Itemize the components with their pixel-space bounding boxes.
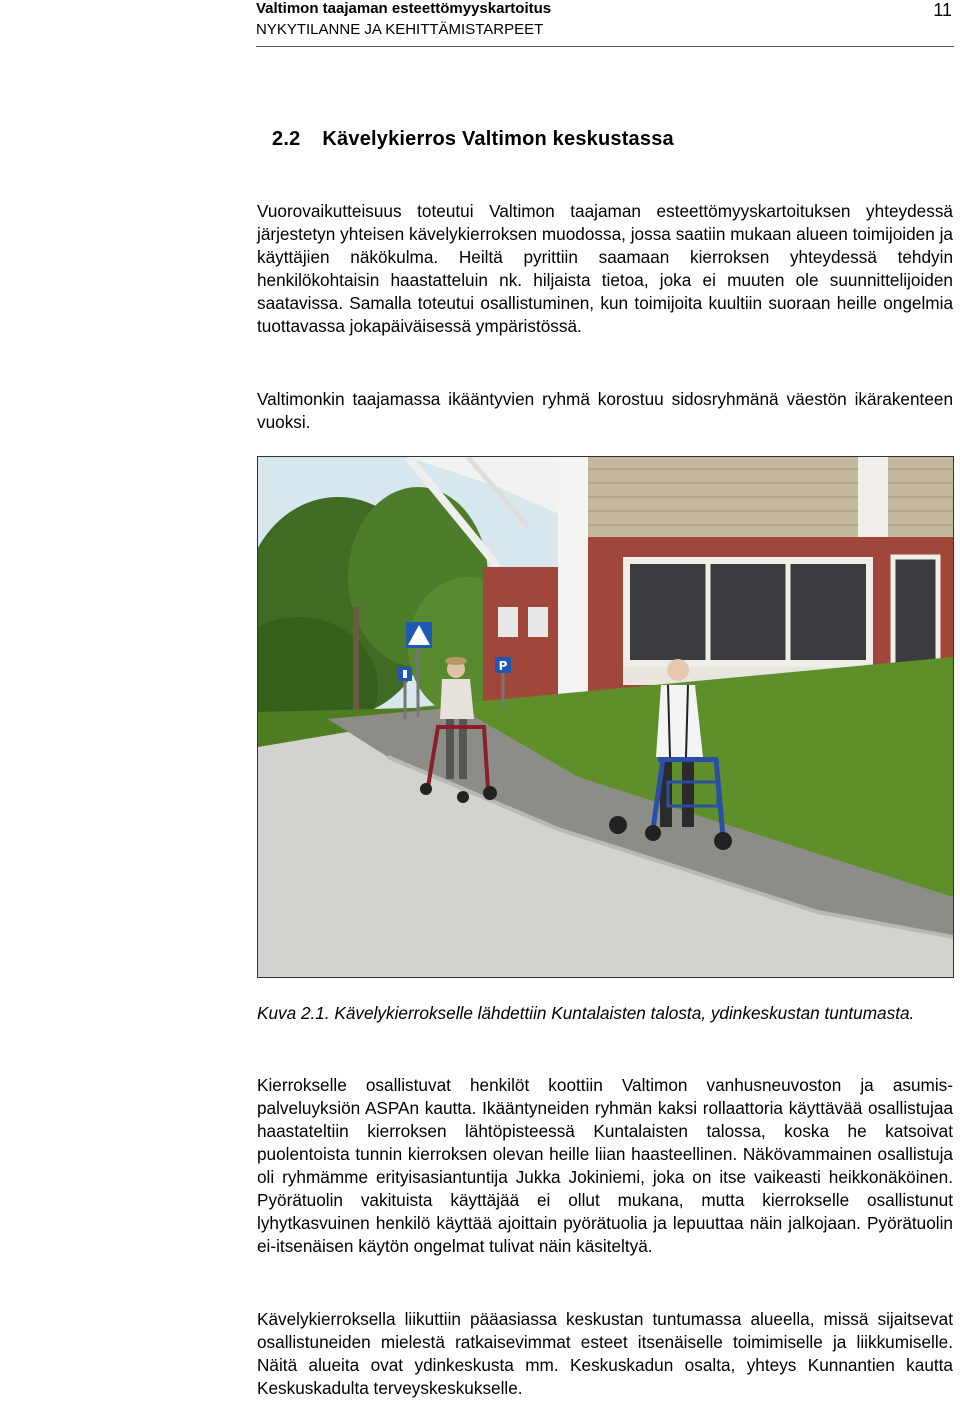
- page-header: [256, 0, 954, 48]
- figure-photo: [257, 456, 954, 978]
- parking-sign-letter: P: [498, 659, 508, 673]
- paragraph-1: Vuorovaikutteisuus toteutui Valtimon taajaman esteettömyyskartoituksen yhteydessä järjestetyn yhteisen kävelykierroksen muodossa, jossa saatiin mukaan alueen toimijoiden ja käyttäjien näkökulma. Heiltä pyrittiin saamaan kierroksen yhteydessä tehdyin henkilökohtaisin haastatteluin nk. hiljaista tietoa, joka ei muuten ole suunnittelijoiden saatavissa. Samalla toteutui osallistuminen, kun toimijoita kuultiin suoraan heille ongelmia tuottavassa jokapäiväisessä ympäristössä.: [257, 201, 953, 336]
- paragraph-4: Kävelykierroksella liikuttiin pääasiassa keskustan tuntumassa alueella, missä sijaitsevat osallistuneiden mielestä ratkaisevimmat esteet itsenäiselle toimimiselle ja liikkumiselle. Näitä alueita ovat ydinkeskusta mm. Keskuskadun osalta, yhteys Kunnantien kautta Keskuskadulta terveyskeskukselle.: [257, 1309, 953, 1398]
- section-title: Kävelykierros Valtimon keskustassa: [322, 128, 674, 150]
- header-divider: [256, 46, 954, 47]
- paragraph-2: Valtimonkin taajamassa ikääntyvien ryhmä korostuu sidosryhmänä väestön ikärakenteen vuoksi.: [257, 389, 953, 432]
- paragraph-3: Kierrokselle osallistuvat henkilöt koottiin Valtimon vanhusneuvoston ja asumis-palveluyksiön ASPAn kautta. Ikääntyneiden ryhmän kaksi rollaattoria käyttävää osallistujaa haastateltiin kierroksen lähtöpisteessä Kuntalaisten talossa, koska he katsoivat puolentoista tunnin kierroksen olevan heille liian haasteellinen. Näkövammainen osallistuja oli ryhmämme erityisasiantuntija Jukka Jokiniemi, joka on itse vaikeasti heikkonäköinen. Pyörätuolin vakituista käyttäjää ei ollut mukana, mutta kierrokselle osallistunut lyhytkasvuinen henkilö käyttää ajoittain pyörätuolia ja lepuuttaa näin jalkojaan. Pyörätuolin ei-itsenäisen käytön ongelmat tulivat näin käsiteltyä.: [257, 1075, 953, 1256]
- section-number: 2.2: [272, 128, 301, 150]
- section-heading: [272, 128, 674, 151]
- photo-illustration: [258, 457, 953, 977]
- figure-caption: Kuva 2.1. Kävelykierrokselle lähdettiin Kuntalaisten talosta, ydinkeskustan tuntumasta.: [257, 1003, 915, 1023]
- header-section-title: NYKYTILANNE JA KEHITTÄMISTARPEET: [256, 21, 544, 38]
- page-number: 11: [933, 0, 952, 20]
- header-document-title: Valtimon taajaman esteettömyyskartoitus: [256, 0, 552, 17]
